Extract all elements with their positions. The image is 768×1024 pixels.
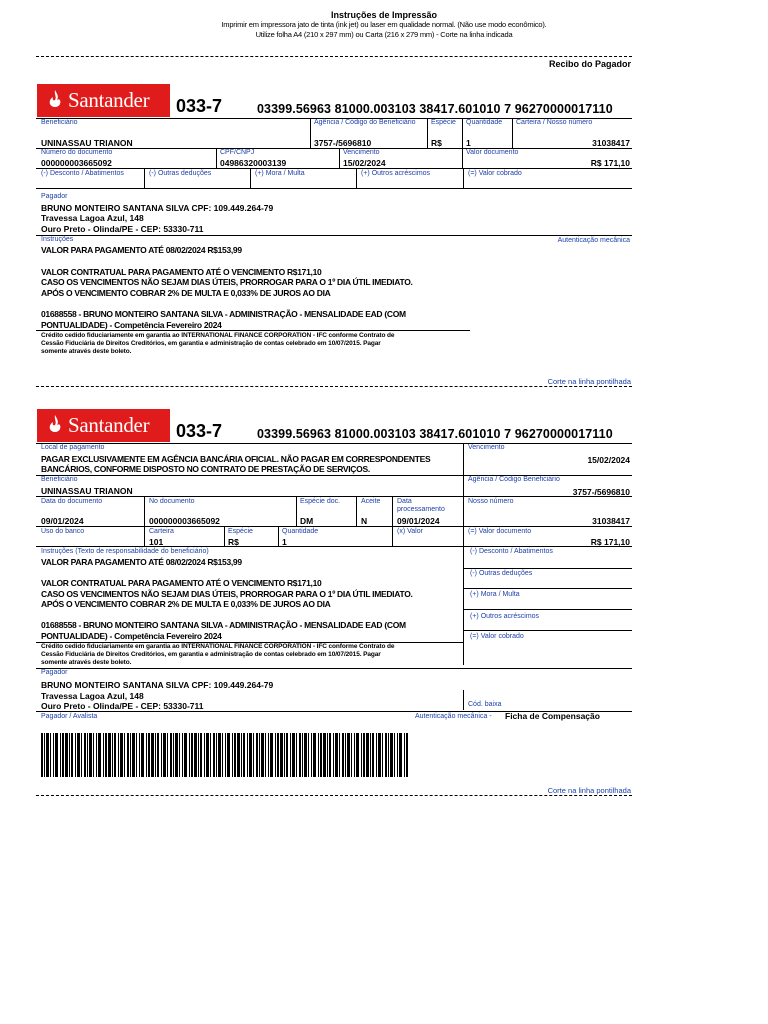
vencimento-value: 15/02/2024 [343, 158, 386, 168]
label-desconto: (-) Desconto / Abatimentos [41, 170, 124, 177]
payer-address: Travessa Lagoa Azul, 148 [41, 213, 144, 223]
bank-code: 033-7 [176, 96, 223, 116]
flame-icon [45, 414, 65, 436]
flame-icon [45, 89, 65, 111]
credit-note: somente através deste boleto. [41, 659, 132, 666]
label-desconto: (-) Desconto / Abatimentos [470, 548, 553, 555]
nosso-numero-value: 31038417 [592, 138, 630, 148]
label-especie: Espécie [228, 528, 253, 535]
print-instructions-line2: Utilize folha A4 (210 x 297 mm) ou Carta (216 x 279 mm) - Corte na linha indicada [255, 30, 513, 39]
bank-name: Santander [68, 88, 150, 112]
nosso-numero-value: 31038417 [592, 516, 630, 526]
quantidade-value: 1 [466, 138, 471, 148]
label-mora: (+) Mora / Multa [470, 591, 520, 598]
beneficiario-value: UNINASSAU TRIANON [41, 138, 133, 148]
instruction-line: 01688558 - BRUNO MONTEIRO SANTANA SILVA - ADMINISTRAÇÃO - MENSALIDADE EAD (COM [41, 620, 406, 630]
beneficiario-value: UNINASSAU TRIANON [41, 486, 133, 496]
label-quantidade: Quantidade [466, 119, 503, 126]
label-carteira: Carteira [149, 528, 174, 535]
label-cpf-cnpj: CPF/CNPJ [220, 149, 255, 156]
label-vencimento: Vencimento [468, 444, 505, 451]
credit-note: Cessão Fiduciária de Direitos Creditórios, em garantia e administração de contas celebrado em 10/07/2015. Pagar [41, 340, 381, 347]
instruction-line: 01688558 - BRUNO MONTEIRO SANTANA SILVA - ADMINISTRAÇÃO - MENSALIDADE EAD (COM [41, 309, 406, 319]
valor-documento-value: R$ 171,10 [590, 158, 630, 168]
credit-note: Crédito cedido fiduciariamente em garantia ao INTERNATIONAL FINANCE CORPORATION - IFC conforme Contrato de [41, 643, 395, 650]
bank-name: Santander [68, 413, 150, 437]
label-valor-documento: (=) Valor documento [468, 528, 532, 535]
label-agencia: Agência / Código do Beneficiário [314, 119, 416, 126]
label-quantidade: Quantidade [282, 528, 319, 535]
instruction-line: VALOR PARA PAGAMENTO ATÉ 08/02/2024 R$153,99 [41, 245, 242, 255]
credit-note: somente através deste boleto. [41, 348, 132, 355]
label-valor-documento: Valor documento [466, 149, 519, 156]
payer-name: BRUNO MONTEIRO SANTANA SILVA CPF: 109.449.264-79 [41, 203, 274, 213]
label-autenticacao: Autenticação mecânica [557, 237, 630, 244]
cut-line [36, 386, 632, 387]
data-documento-value: 09/01/2024 [41, 516, 84, 526]
label-autenticacao: Autenticação mecânica - [415, 713, 492, 720]
label-x-valor: (x) Valor [397, 528, 423, 535]
label-pagador-avalista: Pagador / Avalista [41, 713, 98, 720]
especie-value: R$ [431, 138, 442, 148]
bank-code: 033-7 [176, 421, 223, 441]
label-outras-deducoes: (-) Outras deduções [470, 570, 533, 577]
instruction-line: VALOR CONTRATUAL PARA PAGAMENTO ATÉ O VENCIMENTO R$171,10 [41, 267, 322, 277]
credit-note: Cessão Fiduciária de Direitos Creditórios, em garantia e administração de contas celebrado em 10/07/2015. Pagar [41, 651, 381, 658]
label-vencimento: Vencimento [343, 149, 380, 156]
cut-line-label: Corte na linha pontilhada [547, 377, 631, 386]
label-agencia: Agência / Código Beneficiário [468, 476, 560, 483]
label-valor-cobrado: (=) Valor cobrado [468, 170, 522, 177]
payer-address: Travessa Lagoa Azul, 148 [41, 691, 144, 701]
payer-city: Ouro Preto - Olinda/PE - CEP: 53330-711 [41, 224, 204, 234]
label-valor-cobrado: (=) Valor cobrado [470, 633, 524, 640]
cpf-cnpj-value: 04986320003139 [220, 158, 287, 168]
label-uso-banco: Uso do banco [41, 528, 85, 535]
label-instrucoes: Instruções [41, 236, 74, 243]
instruction-line: PONTUALIDADE) - Competência Fevereiro 2024 [41, 320, 222, 330]
vencimento-value: 15/02/2024 [587, 455, 630, 465]
label-data-documento: Data do documento [41, 498, 103, 505]
santander-logo [37, 84, 170, 117]
label-pagador: Pagador [41, 669, 68, 676]
instruction-line: CASO OS VENCIMENTOS NÃO SEJAM DIAS ÚTEIS, PRORROGAR PARA O 1º DIA ÚTIL IMEDIATO. [41, 277, 413, 287]
label-data-processamento: Data processamento [397, 498, 445, 513]
no-documento-value: 000000003665092 [149, 516, 220, 526]
label-outras-deducoes: (-) Outras deduções [149, 170, 212, 177]
especie-value: R$ [228, 537, 239, 547]
data-processamento-value: 09/01/2024 [397, 516, 440, 526]
label-numero-documento: Número do documento [41, 149, 113, 156]
credit-note: Crédito cedido fiduciariamente em garantia ao INTERNATIONAL FINANCE CORPORATION - IFC conforme Contrato de [41, 332, 395, 339]
label-aceite: Aceite [361, 498, 381, 505]
label-instrucoes: Instruções (Texto de responsabilidade do beneficiário) [41, 548, 209, 555]
label-mora: (+) Mora / Multa [255, 170, 305, 177]
agencia-value: 3757-/5696810 [572, 487, 630, 497]
santander-logo [37, 409, 170, 442]
instruction-line: VALOR CONTRATUAL PARA PAGAMENTO ATÉ O VENCIMENTO R$171,10 [41, 578, 322, 588]
valor-documento-value: R$ 171,10 [590, 537, 630, 547]
label-beneficiario: Beneficiário [41, 119, 78, 126]
digitable-line[interactable]: 03399.56963 81000.003103 38417.601010 7 96270000017110 [257, 102, 613, 116]
agencia-value: 3757-/5696810 [314, 138, 372, 148]
instruction-line: CASO OS VENCIMENTOS NÃO SEJAM DIAS ÚTEIS, PRORROGAR PARA O 1º DIA ÚTIL IMEDIATO. [41, 589, 413, 599]
especie-doc-value: DM [300, 516, 314, 526]
cut-line [36, 56, 632, 57]
quantidade-value: 1 [282, 537, 287, 547]
local-pagamento-value: BANCÁRIOS, CONFORME DISPOSTO NO CONTRATO DE PRESTAÇÃO DE SERVIÇOS. [41, 464, 370, 474]
carteira-value: 101 [149, 537, 164, 547]
cut-line-label: Corte na linha pontilhada [547, 786, 631, 795]
label-especie-doc: Espécie doc. [300, 498, 341, 505]
label-cod-baixa: Cód. baixa [468, 701, 502, 708]
print-instructions-line1: Imprimir em impressora jato de tinta (ink jet) ou laser em qualidade normal. (Não use modo econômico). [221, 20, 547, 29]
numero-documento-value: 000000003665092 [41, 158, 112, 168]
label-nosso-numero: Nosso número [468, 498, 514, 505]
label-carteira-nosso: Carteira / Nosso número [516, 119, 593, 126]
label-local-pagamento: Local de pagamento [41, 444, 105, 451]
label-beneficiario: Beneficiário [41, 476, 78, 483]
label-outros-acrescimos: (+) Outros acréscimos [470, 613, 540, 620]
label-especie: Espécie [431, 119, 456, 126]
instruction-line: APÓS O VENCIMENTO COBRAR 2% DE MULTA E 0,033% DE JUROS AO DIA [41, 599, 331, 609]
label-pagador: Pagador [41, 193, 68, 200]
label-no-documento: No documento [149, 498, 195, 505]
payer-name: BRUNO MONTEIRO SANTANA SILVA CPF: 109.449.264-79 [41, 680, 274, 690]
ficha-compensacao-title: Ficha de Compensação [505, 711, 600, 721]
instruction-line: VALOR PARA PAGAMENTO ATÉ 08/02/2024 R$153,99 [41, 557, 242, 567]
receipt-title: Recibo do Pagador [548, 59, 631, 69]
label-outros-acrescimos: (+) Outros acréscimos [361, 170, 431, 177]
aceite-value: N [361, 516, 368, 526]
print-instructions-title: Instruções de Impressão [330, 10, 438, 20]
payer-city: Ouro Preto - Olinda/PE - CEP: 53330-711 [41, 701, 204, 711]
barcode [41, 733, 409, 777]
local-pagamento-value: PAGAR EXCLUSIVAMENTE EM AGÊNCIA BANCÁRIA OFICIAL. NÃO PAGAR EM CORRESPONDENTES [41, 454, 431, 464]
cut-line [36, 795, 632, 796]
instruction-line: APÓS O VENCIMENTO COBRAR 2% DE MULTA E 0,033% DE JUROS AO DIA [41, 288, 331, 298]
digitable-line[interactable]: 03399.56963 81000.003103 38417.601010 7 96270000017110 [257, 427, 613, 441]
instruction-line: PONTUALIDADE) - Competência Fevereiro 2024 [41, 631, 222, 641]
